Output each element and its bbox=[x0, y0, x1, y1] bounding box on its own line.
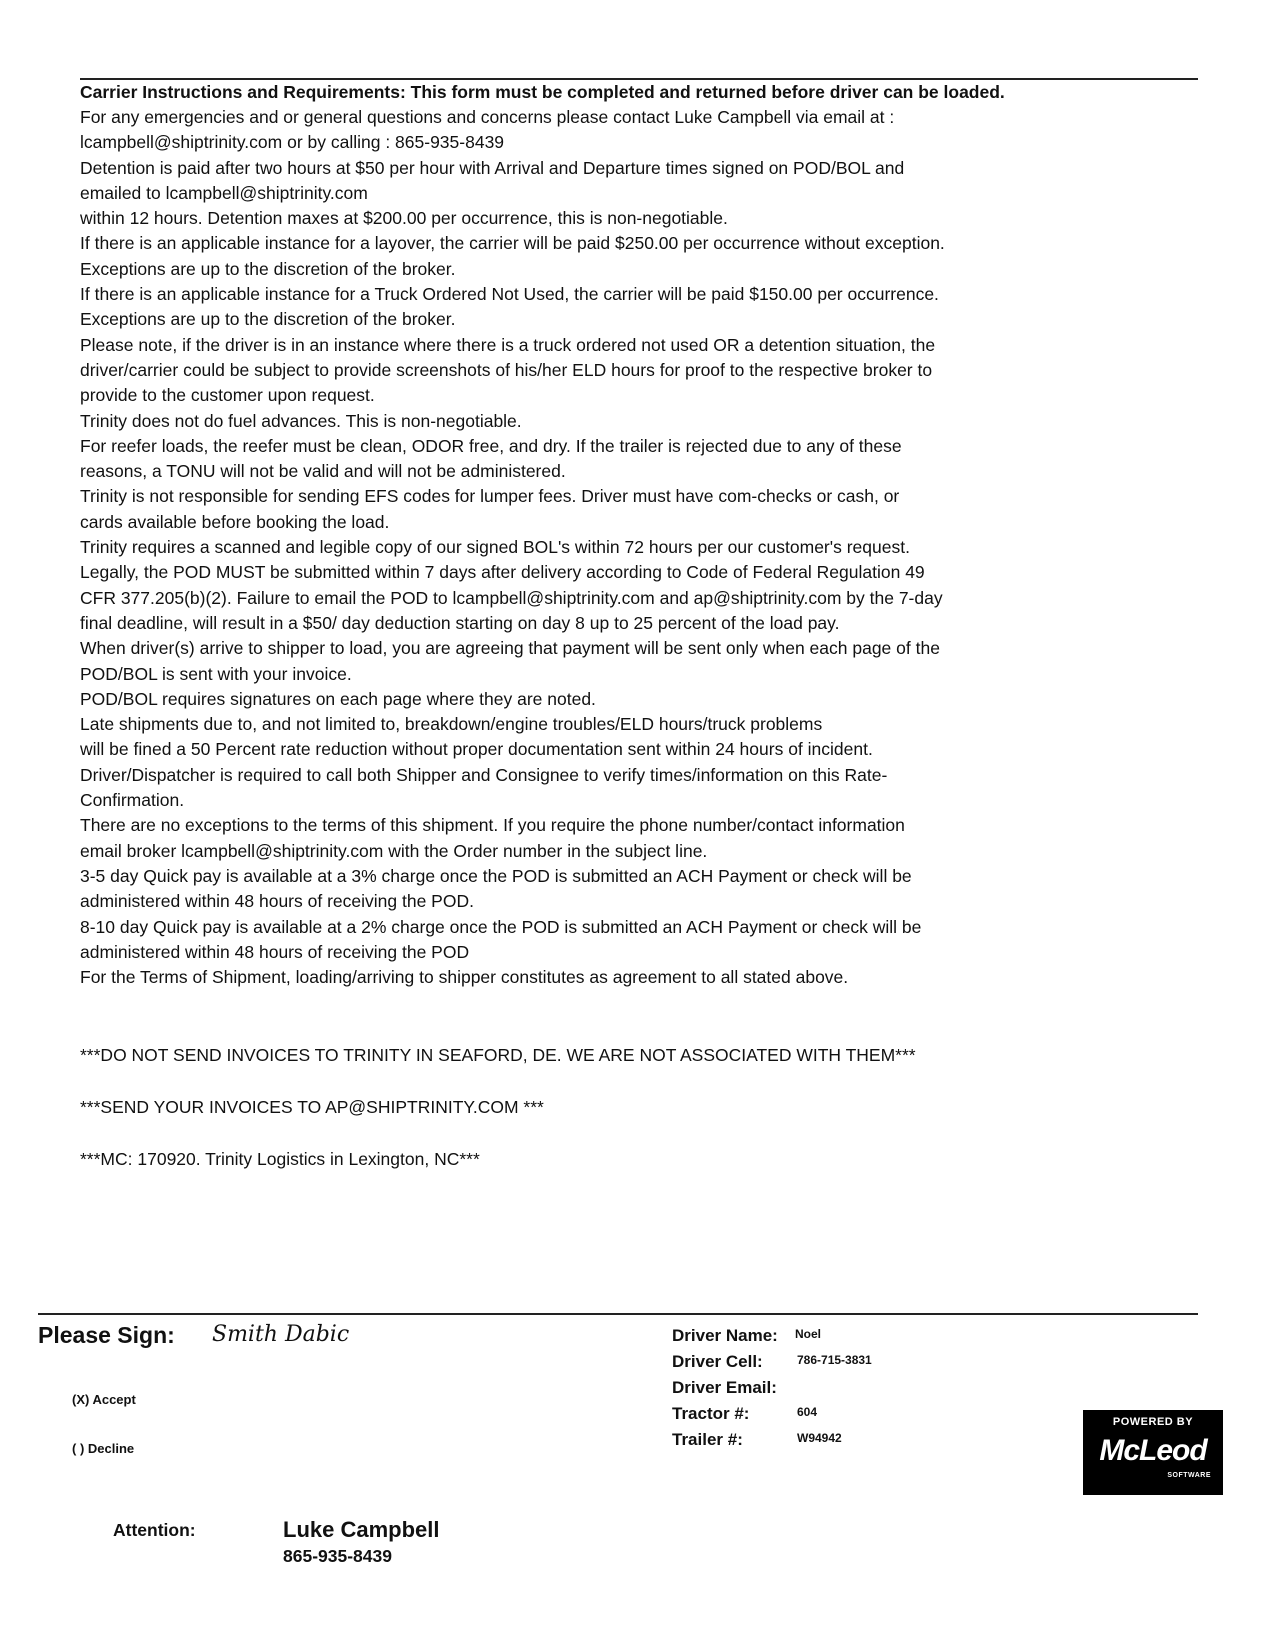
logo-brand: McLeod bbox=[1099, 1434, 1207, 1467]
instruction-line: will be fined a 50 Percent rate reduction without proper documentation sent within 24 hours of incident. bbox=[80, 739, 873, 760]
driver-name-label: Driver Name: bbox=[672, 1326, 778, 1345]
driver-name-value[interactable]: Noel bbox=[795, 1327, 822, 1341]
instruction-line: Exceptions are up to the discretion of the broker. bbox=[80, 258, 456, 279]
instruction-line: Exceptions are up to the discretion of the broker. bbox=[80, 309, 456, 330]
instructions-body bbox=[80, 105, 1198, 990]
attention-name: Luke Campbell bbox=[283, 1517, 440, 1542]
attention-label: Attention: bbox=[113, 1520, 196, 1540]
instruction-line: administered within 48 hours of receiving the POD bbox=[80, 941, 470, 962]
attention-phone: 865-935-8439 bbox=[283, 1546, 392, 1566]
notice-mc-number: ***MC: 170920. Trinity Logistics in Lexington, NC*** bbox=[80, 1149, 480, 1169]
instruction-line: within 12 hours. Detention maxes at $200.00 per occurrence, this is non-negotiable. bbox=[80, 208, 728, 229]
notice-seaford: ***DO NOT SEND INVOICES TO TRINITY IN SEAFORD, DE. WE ARE NOT ASSOCIATED WITH THEM*** bbox=[80, 1045, 916, 1065]
instruction-line: 8-10 day Quick pay is available at a 2% charge once the POD is submitted an ACH Payment or check will be bbox=[80, 916, 922, 937]
instruction-line: Detention is paid after two hours at $50 per hour with Arrival and Departure times signed on POD/BOL and bbox=[80, 157, 905, 178]
driver-email-label: Driver Email: bbox=[672, 1378, 777, 1397]
instruction-line: POD/BOL is sent with your invoice. bbox=[80, 663, 352, 684]
tractor-number-value[interactable]: 604 bbox=[797, 1405, 818, 1419]
instruction-line: If there is an applicable instance for a Truck Ordered Not Used, the carrier will be paid $150.00 per occurrence. bbox=[80, 284, 939, 305]
instruction-line: emailed to lcampbell@shiptrinity.com bbox=[80, 182, 368, 203]
instruction-line: email broker lcampbell@shiptrinity.com with the Order number in the subject line. bbox=[80, 840, 708, 861]
logo-powered-by: POWERED BY bbox=[1112, 1416, 1194, 1428]
instruction-line: Driver/Dispatcher is required to call both Shipper and Consignee to verify times/information on this Rate- bbox=[80, 764, 888, 785]
notice-send-invoices: ***SEND YOUR INVOICES TO AP@SHIPTRINITY.COM *** bbox=[80, 1097, 544, 1117]
driver-cell-value[interactable]: 786-715-3831 bbox=[797, 1353, 872, 1367]
logo-sub: SOFTWARE bbox=[1167, 1472, 1211, 1479]
mcleod-logo bbox=[1083, 1410, 1223, 1495]
signature-divider bbox=[38, 1313, 1198, 1315]
instruction-line: Please note, if the driver is in an instance where there is a truck ordered not used OR a detention situation, the bbox=[80, 334, 936, 355]
accept-option[interactable]: (X) Accept bbox=[72, 1392, 136, 1407]
instruction-line: cards available before booking the load. bbox=[80, 511, 390, 532]
instruction-line: If there is an applicable instance for a layover, the carrier will be paid $250.00 per occurrence without exception. bbox=[80, 233, 945, 254]
instruction-line: lcampbell@shiptrinity.com or by calling : 865-935-8439 bbox=[80, 132, 505, 153]
instruction-line: When driver(s) arrive to shipper to load, you are agreeing that payment will be sent only when each page of the bbox=[80, 638, 940, 659]
instructions-header: Carrier Instructions and Requirements: This form must be completed and returned before driver can be loaded. bbox=[80, 82, 1005, 102]
instruction-line: For the Terms of Shipment, loading/arriving to shipper constitutes as agreement to all stated above. bbox=[80, 967, 849, 988]
driver-cell-label: Driver Cell: bbox=[672, 1352, 763, 1371]
instruction-line: 3-5 day Quick pay is available at a 3% charge once the POD is submitted an ACH Payment or check will be bbox=[80, 865, 912, 886]
instruction-line: administered within 48 hours of receiving the POD. bbox=[80, 891, 474, 912]
instruction-line: final deadline, will result in a $50/ day deduction starting on day 8 up to 25 percent of the load pay. bbox=[80, 612, 840, 633]
tractor-number-label: Tractor #: bbox=[672, 1404, 750, 1423]
instruction-line: provide to the customer upon request. bbox=[80, 385, 375, 406]
instruction-line: driver/carrier could be subject to provide screenshots of his/her ELD hours for proof to the respective broker to bbox=[80, 359, 933, 380]
signature[interactable]: Smith Dabic bbox=[212, 1322, 350, 1347]
instruction-line: Legally, the POD MUST be submitted within 7 days after delivery according to Code of Federal Regulation 49 bbox=[80, 562, 925, 583]
instruction-line: CFR 377.205(b)(2). Failure to email the POD to lcampbell@shiptrinity.com and ap@shiptrinity.com by the 7-day bbox=[80, 587, 943, 608]
instruction-line: For reefer loads, the reefer must be clean, ODOR free, and dry. If the trailer is rejected due to any of these bbox=[80, 435, 902, 456]
instruction-line: Trinity is not responsible for sending EFS codes for lumper fees. Driver must have com-checks or cash, or bbox=[80, 486, 900, 507]
trailer-number-value[interactable]: W94942 bbox=[797, 1431, 842, 1445]
instruction-line: POD/BOL requires signatures on each page where they are noted. bbox=[80, 688, 596, 709]
please-sign-label: Please Sign: bbox=[38, 1322, 175, 1348]
instruction-line: Confirmation. bbox=[80, 790, 185, 811]
decline-option[interactable]: ( ) Decline bbox=[72, 1441, 135, 1456]
instruction-line: Trinity requires a scanned and legible copy of our signed BOL's within 72 hours per our customer's request. bbox=[80, 537, 910, 558]
instruction-line: For any emergencies and or general questions and concerns please contact Luke Campbell via email at : bbox=[80, 107, 895, 127]
trailer-number-label: Trailer #: bbox=[672, 1430, 743, 1449]
instruction-line: Trinity does not do fuel advances. This is non-negotiable. bbox=[80, 410, 522, 431]
top-divider bbox=[80, 78, 1198, 80]
instruction-line: reasons, a TONU will not be valid and will not be administered. bbox=[80, 461, 566, 482]
instruction-line: Late shipments due to, and not limited to, breakdown/engine troubles/ELD hours/truck problems bbox=[80, 714, 823, 735]
instruction-line: There are no exceptions to the terms of this shipment. If you require the phone number/contact information bbox=[80, 815, 905, 836]
